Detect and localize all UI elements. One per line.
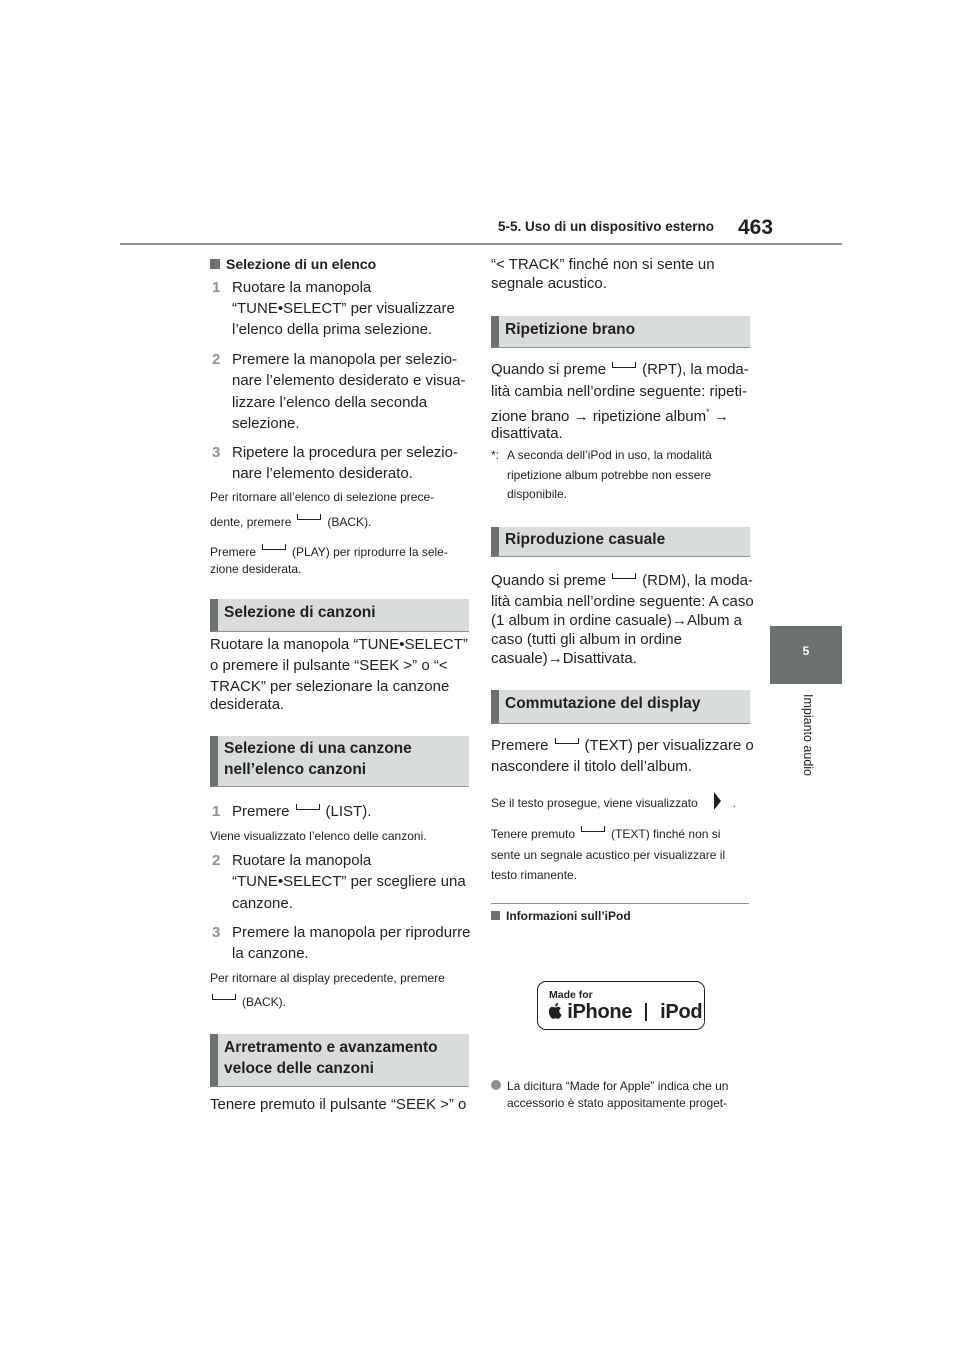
- apple-icon: [548, 1002, 562, 1019]
- circle-bullet-icon: [491, 1080, 501, 1090]
- page-number: 463: [738, 216, 774, 239]
- step-2-text-d: selezione.: [232, 415, 300, 432]
- step-2: 2 Premere la manopola per selezio-: [212, 351, 458, 368]
- arrow-icon: →: [713, 408, 729, 425]
- arrow-icon: →: [573, 408, 589, 425]
- button-icon: [262, 544, 286, 550]
- para-canzoni-3: TRACK” per selezionare la canzone: [210, 678, 450, 695]
- divider: [491, 903, 749, 904]
- chapter-label: Impianto audio: [801, 694, 815, 777]
- button-icon: [612, 362, 636, 368]
- text-line-1: Premere (TEXT) per visualizzare o: [491, 737, 754, 754]
- rdm-line-4: caso (tutti gli album in ordine: [491, 631, 682, 648]
- rpt-line-2: lità cambia nell’ordine seguente: ripeti-: [491, 383, 747, 400]
- note-back-b: dente, premere (BACK).: [210, 515, 372, 529]
- step-2-text-c: lizzare l’elenco della seconda: [232, 394, 428, 411]
- next-page-arrow-icon: [705, 790, 729, 812]
- note-back-a: Per ritornare all’elenco di selezione prece-: [210, 490, 435, 504]
- text-note-2: Tenere premuto (TEXT) finché non si: [491, 827, 721, 841]
- button-icon: [212, 994, 236, 1000]
- button-icon: [581, 826, 605, 832]
- step-3-text-b: nare l’elemento desiderato.: [232, 465, 413, 482]
- list-step-3: 3 Premere la manopola per riprodurre: [212, 924, 471, 941]
- note-play-b: zione desiderata.: [210, 562, 302, 576]
- list-step-2: 2 Ruotare la manopola: [212, 852, 372, 869]
- section-title: 5-5. Uso di un dispositivo esterno: [498, 219, 715, 234]
- section-arretramento: Arretramento e avanzamento veloce delle canzoni: [210, 1034, 469, 1087]
- para-cont-1: “< TRACK” finché non si sente un: [491, 256, 715, 273]
- para-canzoni-1: Ruotare la manopola “TUNE•SELECT”: [210, 636, 468, 653]
- text-note-4: testo rimanente.: [491, 868, 578, 882]
- rpt-line-3: zione brano → ripetizione album* →: [491, 407, 729, 425]
- section-elenco-canzoni: Selezione di una canzone nell’elenco canzoni: [210, 736, 469, 787]
- square-bullet-icon: [210, 259, 220, 269]
- button-icon: [555, 738, 579, 744]
- list-step-1: 1 Premere (LIST).: [212, 803, 372, 820]
- bullet-made-for-apple-2: accessorio è stato appositamente proget-: [507, 1096, 728, 1110]
- text-note-1: Se il testo prosegue, viene visualizzato .: [491, 790, 736, 812]
- chapter-tab: [770, 626, 842, 684]
- list-note-back-a: Per ritornare al display precedente, premere: [210, 971, 445, 985]
- step-1-text-c: l’elenco della prima selezione.: [232, 321, 433, 338]
- section-ripetizione: Ripetizione brano: [491, 316, 750, 348]
- step-1: 1 Ruotare la manopola: [212, 279, 372, 296]
- chapter-number: 5: [802, 644, 810, 658]
- rdm-line-2: lità cambia nell’ordine seguente: A caso: [491, 593, 754, 610]
- step-3: 3 Ripetere la procedura per selezio-: [212, 444, 458, 461]
- chapter-label-box: [801, 694, 817, 794]
- rpt-note-2: ripetizione album potrebbe non essere: [507, 468, 712, 482]
- heading-selezione-elenco: Selezione di un elenco: [210, 254, 376, 275]
- rpt-note-3: disponibile.: [507, 487, 568, 501]
- arrow-icon: →: [671, 612, 687, 629]
- section-selezione-canzoni: Selezione di canzoni: [210, 599, 469, 632]
- list-note-back-b: (BACK).: [210, 993, 286, 1011]
- step-2-text-b: nare l’elemento desiderato e visua-: [232, 372, 466, 389]
- list-step-3-b: la canzone.: [232, 945, 309, 962]
- rdm-line-1: Quando si preme (RDM), la moda-: [491, 572, 753, 589]
- rdm-line-3: (1 album in ordine casuale)→Album a: [491, 612, 742, 629]
- bullet-made-for-apple: La dicitura “Made for Apple” indica che un: [491, 1077, 728, 1095]
- section-display: Commutazione del display: [491, 690, 750, 724]
- square-bullet-icon: [491, 911, 500, 920]
- para-cont-2: segnale acustico.: [491, 275, 607, 292]
- rpt-line-4: disattivata.: [491, 425, 563, 442]
- arrow-icon: →: [547, 650, 563, 667]
- heading-ipod: Informazioni sull’iPod: [491, 907, 631, 925]
- section-casuale: Riproduzione casuale: [491, 527, 750, 557]
- list-step-2-b: “TUNE•SELECT” per scegliere una: [232, 873, 466, 890]
- step-1-text-b: “TUNE•SELECT” per visualizzare: [232, 300, 455, 317]
- button-icon: [296, 804, 320, 810]
- para-canzoni-4: desiderata.: [210, 696, 285, 713]
- header-divider: [120, 243, 842, 245]
- rdm-line-5: casuale)→Disattivata.: [491, 650, 637, 667]
- para-canzoni-2: o premere il pulsante “SEEK >” o “<: [210, 657, 448, 674]
- text-note-3: sente un segnale acustico per visualizzare il: [491, 848, 726, 862]
- rpt-note-1: *: A seconda dell’iPod in uso, la modalità: [491, 448, 712, 462]
- note-play-a: Premere (PLAY) per riprodurre la sele-: [210, 545, 448, 559]
- list-step-2-c: canzone.: [232, 895, 293, 912]
- button-icon: [612, 573, 636, 579]
- made-for-iphone-ipod-logo: Made for iPhone iPod: [537, 981, 705, 1030]
- text-line-2: nascondere il titolo dell’album.: [491, 758, 692, 775]
- para-arretramento: Tenere premuto il pulsante “SEEK >” o: [210, 1096, 467, 1113]
- button-icon: [297, 514, 321, 520]
- list-note: Viene visualizzato l’elenco delle canzoni.: [210, 829, 427, 843]
- rpt-line-1: Quando si preme (RPT), la moda-: [491, 361, 749, 378]
